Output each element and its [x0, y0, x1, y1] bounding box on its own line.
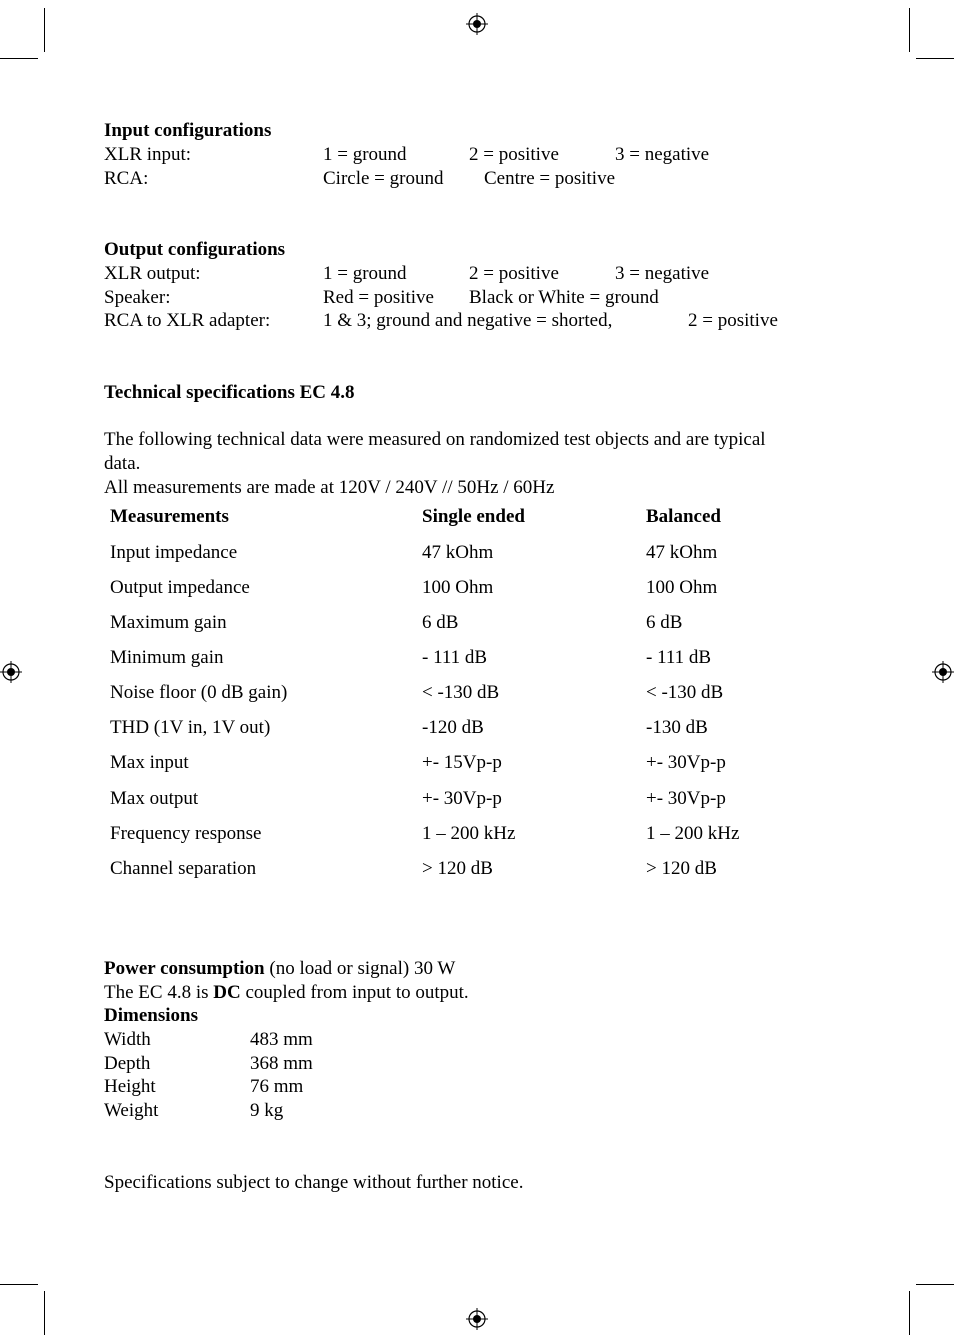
output-xlr-pin2: 2 = positive — [469, 263, 559, 284]
table-cell-balanced: 6 dB — [646, 612, 683, 633]
table-cell-single-ended: > 120 dB — [422, 858, 493, 879]
output-config-heading: Output configurations — [104, 239, 286, 260]
output-adapter-positive: 2 = positive — [688, 310, 778, 331]
table-cell-balanced: +- 30Vp-p — [646, 788, 726, 809]
table-cell-single-ended: 6 dB — [422, 612, 459, 633]
crop-mark — [0, 58, 38, 59]
registration-mark-icon — [0, 661, 22, 683]
input-rca-label: RCA: — [104, 168, 149, 189]
table-cell-measurement: Input impedance — [110, 542, 238, 563]
table-header-single-ended: Single ended — [422, 506, 525, 527]
table-cell-single-ended: 100 Ohm — [422, 577, 494, 598]
table-cell-measurement: Minimum gain — [110, 647, 224, 668]
power-label: Power consumption — [104, 958, 265, 979]
table-cell-measurement: THD (1V in, 1V out) — [110, 717, 271, 738]
table-cell-single-ended: 47 kOhm — [422, 542, 494, 563]
crop-mark — [909, 1291, 910, 1335]
crop-mark — [909, 8, 910, 52]
crop-mark — [916, 58, 954, 59]
table-cell-balanced: - 111 dB — [646, 647, 712, 668]
table-cell-measurement: Maximum gain — [110, 612, 227, 633]
table-cell-balanced: -130 dB — [646, 717, 708, 738]
dimension-label-height: Height — [104, 1076, 156, 1097]
table-cell-balanced: 1 – 200 kHz — [646, 823, 740, 844]
input-xlr-label: XLR input: — [104, 144, 192, 165]
output-speaker-positive: Red = positive — [323, 287, 434, 308]
registration-mark-icon — [932, 661, 954, 683]
table-cell-measurement: Frequency response — [110, 823, 262, 844]
table-cell-measurement: Noise floor (0 dB gain) — [110, 682, 288, 703]
crop-mark — [0, 1284, 38, 1285]
table-cell-single-ended: +- 15Vp-p — [422, 752, 502, 773]
power-consumption-line — [104, 957, 455, 981]
crop-mark — [44, 8, 45, 52]
input-xlr-pin2: 2 = positive — [469, 144, 559, 165]
dimension-value-width: 483 mm — [250, 1029, 313, 1050]
dimension-value-height: 76 mm — [250, 1076, 304, 1097]
dimensions-heading: Dimensions — [104, 1005, 198, 1026]
output-xlr-label: XLR output: — [104, 263, 201, 284]
table-cell-single-ended: -120 dB — [422, 717, 484, 738]
table-cell-balanced: > 120 dB — [646, 858, 717, 879]
registration-mark-icon — [466, 1308, 488, 1330]
table-cell-measurement: Max output — [110, 788, 199, 809]
dc-coupling-line — [104, 981, 469, 1005]
registration-mark-icon — [466, 13, 488, 35]
output-xlr-pin3: 3 = negative — [615, 263, 710, 284]
input-xlr-pin3: 3 = negative — [615, 144, 710, 165]
dc-suffix: coupled from input to output. — [240, 982, 469, 1003]
table-cell-balanced: 47 kOhm — [646, 542, 718, 563]
input-config-heading: Input configurations — [104, 120, 272, 141]
dimension-label-depth: Depth — [104, 1053, 151, 1074]
table-cell-single-ended: +- 30Vp-p — [422, 788, 502, 809]
dc-prefix: The EC 4.8 is — [104, 982, 214, 1003]
table-header-balanced: Balanced — [646, 506, 721, 527]
table-cell-single-ended: 1 – 200 kHz — [422, 823, 516, 844]
output-adapter-label: RCA to XLR adapter: — [104, 310, 271, 331]
power-value: (no load or signal) 30 W — [264, 958, 456, 979]
output-xlr-pin1: 1 = ground — [323, 263, 407, 284]
dimension-label-weight: Weight — [104, 1100, 159, 1121]
specs-heading: Technical specifications EC 4.8 — [104, 382, 355, 403]
output-adapter-shorted: 1 & 3; ground and negative = shorted, — [323, 310, 613, 331]
output-speaker-label: Speaker: — [104, 287, 171, 308]
table-cell-balanced: < -130 dB — [646, 682, 724, 703]
table-cell-measurement: Channel separation — [110, 858, 257, 879]
specs-intro-line: data. — [104, 453, 141, 474]
table-cell-measurement: Max input — [110, 752, 189, 773]
table-header-measurements: Measurements — [110, 506, 229, 527]
table-cell-single-ended: < -130 dB — [422, 682, 500, 703]
crop-mark — [916, 1284, 954, 1285]
footer-note: Specifications subject to change without further notice. — [104, 1172, 524, 1193]
input-rca-ground: Circle = ground — [323, 168, 444, 189]
dimension-label-width: Width — [104, 1029, 151, 1050]
input-rca-positive: Centre = positive — [484, 168, 616, 189]
table-cell-balanced: +- 30Vp-p — [646, 752, 726, 773]
dimension-value-depth: 368 mm — [250, 1053, 313, 1074]
dc-bold: DC — [213, 982, 241, 1003]
table-cell-measurement: Output impedance — [110, 577, 250, 598]
specs-intro-line: All measurements are made at 120V / 240V // 50Hz / 60Hz — [104, 477, 555, 498]
dimension-value-weight: 9 kg — [250, 1100, 284, 1121]
output-speaker-ground: Black or White = ground — [469, 287, 659, 308]
table-cell-balanced: 100 Ohm — [646, 577, 718, 598]
specs-intro-line: The following technical data were measured on randomized test objects and are typical — [104, 429, 766, 450]
crop-mark — [44, 1291, 45, 1335]
table-cell-single-ended: - 111 dB — [422, 647, 488, 668]
input-xlr-pin1: 1 = ground — [323, 144, 407, 165]
